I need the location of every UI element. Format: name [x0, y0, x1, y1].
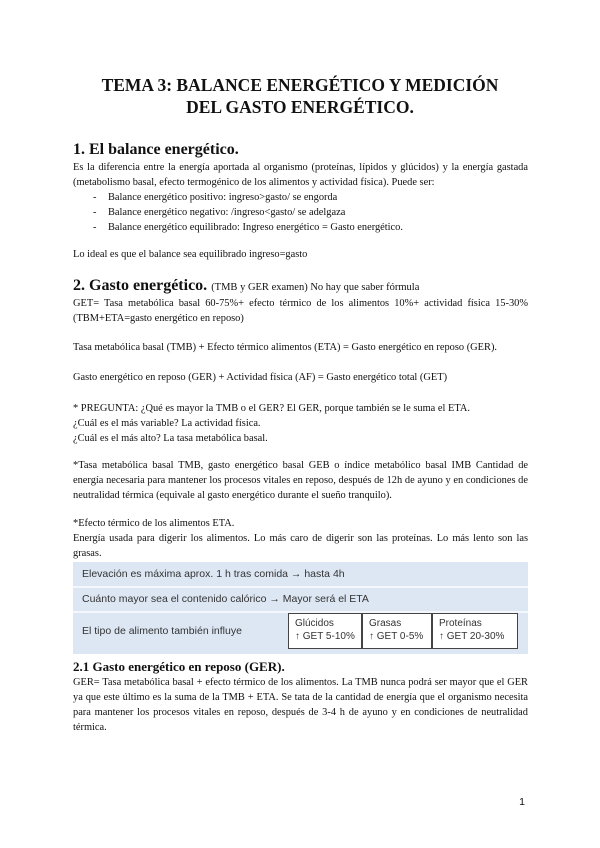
- ger-formula: Tasa metabólica basal (TMB) + Efecto térmico alimentos (ETA) = Gasto energético en reposo (GER).: [73, 342, 498, 353]
- food-name: Proteínas: [439, 618, 482, 629]
- list-item-text: Balance energético equilibrado: Ingreso energético = Gasto energético.: [108, 222, 403, 233]
- section-2-note: (TMB y GER examen) No hay que saber fórmula: [211, 282, 420, 293]
- list-item-text: Balance energético positivo: ingreso>gasto/ se engorda: [108, 192, 338, 203]
- document-title: [60, 74, 540, 118]
- food-value: ↑ GET 20-30%: [439, 631, 505, 642]
- list-item: - Balance energético equilibrado: Ingreso energético = Gasto energético.: [93, 222, 403, 233]
- list-item: - Balance energético positivo: ingreso>gasto/ se engorda: [93, 192, 338, 203]
- page-number: 1: [519, 796, 525, 808]
- list-item-text: Balance energético negativo: /ingreso<gasto/ se adelgaza: [108, 207, 346, 218]
- question-2: ¿Cuál es el más variable? La actividad física.: [73, 418, 261, 429]
- section-2-heading: [73, 276, 419, 298]
- get-formula: GET= Tasa metabólica basal 60-75%+ efecto térmico de los alimentos 10%+ actividad física 15-30% (TBM+ETA=gasto energético en reposo): [73, 298, 528, 324]
- ideal-balance-text: Lo ideal es que el balance sea equilibrado ingreso=gasto: [73, 249, 308, 260]
- question-1: * PREGUNTA: ¿Qué es mayor la TMB o el GER? El GER, porque también se le suma el ETA.: [73, 403, 470, 414]
- food-name: Grasas: [369, 618, 402, 629]
- food-value: ↑ GET 0-5%: [369, 631, 424, 642]
- section-2-1-heading: 2.1 Gasto energético en reposo (GER).: [73, 659, 285, 674]
- eta-definition: Energía usada para digerir los alimentos. Lo más caro de digerir son las proteínas. Lo más lento son las grasas.: [73, 533, 528, 559]
- tmb-definition: *Tasa metabólica basal TMB, gasto energético basal GEB o índice metabólico basal IMB Cantidad de energía necesaria para mantener los procesos vitales en reposo, después de 12h de ayuno y en condiciones de neutralidad térmica (equivale al gasto energético durante el sueño tranquilo).: [73, 460, 528, 501]
- figure-row-calories: Cuánto mayor sea el contenido calórico → Mayor será el ETA: [82, 593, 369, 605]
- ger-definition: GER= Tasa metabólica basal + efecto térmico de los alimentos. La TMB nunca podrá ser mayor que el GER ya que este último es la suma de la TMB + ETA. Se tata de la cantidad de energía que el organismo necesita para mantener los procesos vitales en reposo, después de 3-4 h de ayuno y en condiciones de neutralidad térmica.: [73, 677, 528, 733]
- section-2-title: 2. Gasto energético.: [73, 277, 208, 294]
- food-box-proteinas: [432, 613, 518, 649]
- eta-figure: [73, 562, 528, 654]
- figure-row-food-type: El tipo de alimento también influye: [82, 625, 242, 637]
- title-line-1: TEMA 3: BALANCE ENERGÉTICO Y MEDICIÓN: [101, 75, 499, 95]
- title-line-2: DEL GASTO ENERGÉTICO.: [186, 97, 414, 117]
- question-3: ¿Cuál es el más alto? La tasa metabólica basal.: [73, 433, 268, 444]
- food-name: Glúcidos: [295, 618, 334, 629]
- food-box-glucidos: [288, 613, 362, 649]
- figure-divider: [73, 586, 528, 588]
- section-1-heading: 1. El balance energético.: [73, 141, 239, 158]
- eta-title: *Efecto térmico de los alimentos ETA.: [73, 518, 235, 529]
- balance-list: [73, 190, 528, 235]
- figure-row-peak: Elevación es máxima aprox. 1 h tras comida → hasta 4h: [82, 568, 345, 580]
- food-value: ↑ GET 5-10%: [295, 631, 355, 642]
- food-box-grasas: [362, 613, 432, 649]
- get-total-formula: Gasto energético en reposo (GER) + Actividad física (AF) = Gasto energético total (GET): [73, 372, 448, 383]
- list-item: - Balance energético negativo: /ingreso<gasto/ se adelgaza: [93, 207, 346, 218]
- section-1-intro: Es la diferencia entre la energía aportada al organismo (proteínas, lípidos y glúcidos) y la energía gastada (metabolismo basal, efecto termogénico de los alimentos y actividad física). Puede ser:: [73, 162, 528, 188]
